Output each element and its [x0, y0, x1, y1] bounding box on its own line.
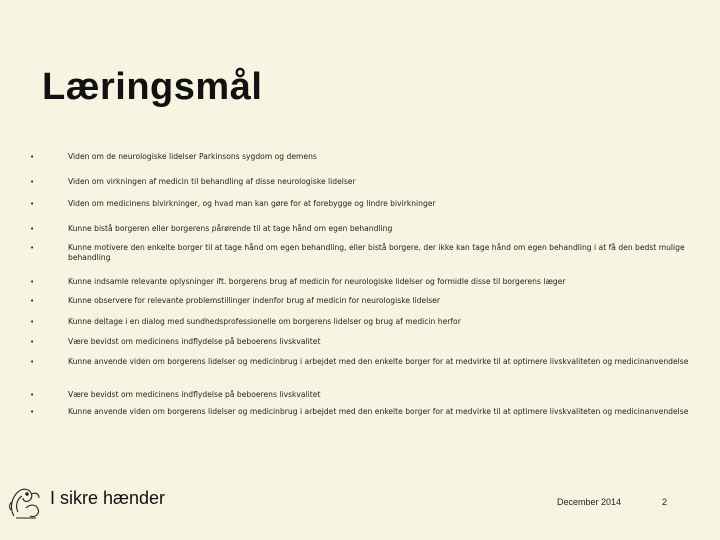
bullet-text: Kunne deltage i en dialog med sundhedsprofessionelle om borgerens lidelser og brug af medicin herfor: [68, 317, 461, 326]
page-number: 2: [662, 497, 668, 507]
bullet-marker: •: [30, 225, 35, 233]
bullet-item: [28, 390, 708, 400]
bullet-text: Kunne observere for relevante problemstillinger indenfor brug af medicin for neurologiske lidelser: [68, 296, 440, 305]
slide-title: Læringsmål: [42, 66, 263, 108]
logo-text: I sikre hænder: [50, 488, 166, 508]
bullet-item: [28, 243, 708, 263]
bullet-text: Viden om virkningen af medicin til behandling af disse neurologiske lidelser: [68, 177, 356, 186]
lion-crest-icon: [6, 482, 44, 522]
bullet-item: [28, 152, 708, 162]
bullet-item: [28, 177, 708, 187]
bullet-marker: •: [30, 297, 35, 305]
bullet-item: [28, 296, 708, 306]
bullet-marker: •: [30, 408, 35, 416]
bullet-item: [28, 317, 708, 327]
bullet-text: Kunne indsamle relevante oplysninger ift. borgerens brug af medicin for neurologiske lidelser og formidle disse til borgerens læger: [68, 277, 566, 286]
bullet-item: [28, 199, 708, 209]
bullet-text: Kunne anvende viden om borgerens lidelser og medicinbrug i arbejdet med den enkelte borger for at medvirke til at optimere livskvaliteten og medicinanvendelse: [68, 407, 689, 416]
bullet-text: Viden om de neurologiske lidelser Parkinsons sygdom og demens: [68, 152, 317, 161]
bullet-marker: •: [30, 153, 35, 161]
bullet-marker: •: [30, 244, 35, 252]
footer-logo: [6, 482, 166, 522]
bullet-marker: •: [30, 358, 35, 366]
bullet-text: Kunne bistå borgeren eller borgerens pårørende til at tage hånd om egen behandling: [68, 224, 393, 233]
footer-date: December 2014: [557, 497, 622, 507]
bullet-text: Kunne motivere den enkelte borger til at tage hånd om egen behandling, eller bistå borgere, der ikke kan tage hånd om egen behandling i at få den bedst mulige behandling: [68, 243, 685, 262]
bullet-item: [28, 224, 708, 234]
bullet-item: [28, 407, 708, 417]
bullet-item: [28, 277, 708, 287]
bullet-marker: •: [30, 338, 35, 346]
bullet-marker: •: [30, 318, 35, 326]
bullet-marker: •: [30, 200, 35, 208]
bullet-text: Kunne anvende viden om borgerens lidelser og medicinbrug i arbejdet med den enkelte borger for at medvirke til at optimere livskvaliteten og medicinanvendelse: [68, 357, 689, 366]
bullet-text: Være bevidst om medicinens indflydelse på beboerens livskvalitet: [68, 337, 321, 346]
bullet-marker: •: [30, 278, 35, 286]
bullet-text: Viden om medicinens bivirkninger, og hvad man kan gøre for at forebygge og lindre bivirkninger: [68, 199, 436, 208]
bullet-text: Være bevidst om medicinens indflydelse på beboerens livskvalitet: [68, 390, 321, 399]
bullet-item: [28, 337, 708, 347]
bullet-marker: •: [30, 178, 35, 186]
bullet-marker: •: [30, 391, 35, 399]
bullet-item: [28, 357, 708, 367]
